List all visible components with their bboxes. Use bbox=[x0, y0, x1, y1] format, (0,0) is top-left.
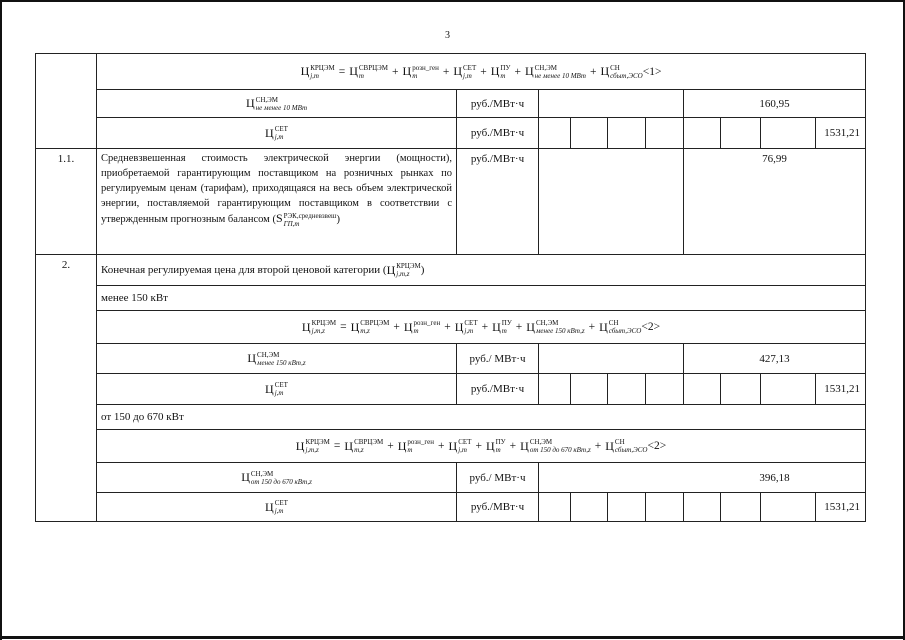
page-frame-left bbox=[0, 0, 2, 640]
symbol-sn-em: Ц СН,ЭМ не менее 10 МВт bbox=[245, 95, 307, 112]
formula-note: <2> bbox=[641, 321, 661, 333]
unit-cell: руб./ МВт·ч bbox=[469, 471, 526, 484]
section-heading-text: Конечная регулируемая цена для второй ценовой категории bbox=[101, 264, 381, 276]
grid-line bbox=[570, 117, 571, 148]
grid-line bbox=[683, 373, 684, 404]
page-frame-bottom bbox=[0, 636, 905, 639]
row-description: Средневзвешенная стоимость электрической энергии (мощности), приобретаемой гарантирующим поставщиком на розничных рынках по регулируемым ценам (тарифам), приходящаяся на весь объем электрической энергии, поставляемой гарантирующим поставщиком в соответствии с утвержденным прогнозным балансом (S РЭК,средневзвеш ГП,m ) bbox=[101, 153, 452, 228]
symbol-set: Ц СЕТ j,m bbox=[265, 125, 288, 141]
symbol-set: Ц СЕТ j,m bbox=[265, 499, 288, 515]
symbol-set: Ц СЕТ j,m bbox=[265, 381, 288, 397]
value-cell: 160,95 bbox=[759, 97, 790, 110]
value-cell: 1531,21 bbox=[824, 501, 860, 513]
grid-line bbox=[760, 117, 761, 148]
band-label: менее 150 кВт bbox=[101, 292, 168, 304]
value-cell: 76,99 bbox=[762, 153, 787, 165]
formula-krcem-3: Ц КРЦЭМ j,m,z = Ц СВРЦЭМ m,z + Ц розн_ген m + Ц СЕТ j,m + Ц ПУ m + Ц СН,ЭМ от 150 до 670 кВт,z + Ц СН сбыт,ЭСО <2> bbox=[295, 438, 667, 454]
grid-line bbox=[607, 373, 608, 404]
unit-cell: руб./МВт·ч bbox=[470, 97, 525, 110]
page-number: 3 bbox=[445, 30, 450, 41]
grid-line bbox=[865, 53, 866, 521]
row-number: 1.1. bbox=[57, 153, 75, 165]
value-cell: 1531,21 bbox=[824, 127, 860, 139]
section-heading: Конечная регулируемая цена для второй ценовой категории ( Ц КРЦЭМ j,m,z ) bbox=[101, 262, 425, 278]
grid-line bbox=[683, 117, 684, 148]
unit-cell: руб./ МВт·ч bbox=[469, 352, 526, 365]
row-description-text: Средневзвешенная стоимость электрической энергии (мощности), приобретаемой гарантирующим поставщиком на розничных рынках по регулируемым ценам (тарифам), приходящаяся на весь объем электрической энергии, поставляемой гарантирующим поставщиком в соответствии с утвержденным прогнозным балансом bbox=[101, 153, 452, 225]
grid-line bbox=[720, 373, 721, 404]
grid-line bbox=[720, 117, 721, 148]
band-label: от 150 до 670 кВт bbox=[101, 411, 184, 423]
grid-line bbox=[570, 373, 571, 404]
value-cell: 1531,21 bbox=[824, 383, 860, 395]
grid-line bbox=[538, 343, 539, 404]
row-number: 2. bbox=[61, 259, 71, 271]
grid-line bbox=[538, 462, 539, 521]
grid-line bbox=[645, 373, 646, 404]
formula-krcem-2: Ц КРЦЭМ j,m,z = Ц СВРЦЭМ m,z + Ц розн_ген m + Ц СЕТ j,m + Ц ПУ m + Ц СН,ЭМ менее 150 кВт,z + Ц СН сбыт,ЭСО <2> bbox=[301, 319, 661, 335]
grid-line bbox=[607, 492, 608, 521]
unit-cell: руб./МВт·ч bbox=[470, 127, 525, 139]
grid-line bbox=[760, 373, 761, 404]
unit-cell: руб./МВт·ч bbox=[470, 501, 525, 513]
value-cell: 427,13 bbox=[759, 352, 790, 365]
value-cell: 396,18 bbox=[759, 471, 790, 484]
grid-line bbox=[645, 117, 646, 148]
formula-krcem-1: Ц КРЦЭМ j,m = Ц СВРЦЭМ m + Ц розн_ген m + Ц СЕТ j,m + Ц ПУ m + Ц СН,ЭМ не менее 10 МВт + Ц СН сбыт,ЭСО <1> bbox=[300, 63, 662, 80]
formula-note: <1> bbox=[642, 65, 662, 78]
grid-line bbox=[760, 492, 761, 521]
symbol-sn-em: Ц СН,ЭМ менее 150 кВт,z bbox=[247, 350, 306, 367]
grid-line bbox=[570, 492, 571, 521]
grid-line bbox=[538, 89, 539, 254]
grid-line bbox=[607, 117, 608, 148]
symbol-sn-em: Ц СН,ЭМ от 150 до 670 кВт,z bbox=[241, 469, 312, 486]
page-frame-top bbox=[0, 0, 905, 2]
grid-line bbox=[683, 492, 684, 521]
unit-cell: руб./МВт·ч bbox=[470, 383, 525, 395]
grid-line bbox=[720, 492, 721, 521]
grid-line bbox=[645, 492, 646, 521]
grid-line bbox=[35, 521, 866, 522]
formula-note: <2> bbox=[647, 440, 667, 452]
unit-cell: руб./МВт·ч bbox=[470, 153, 525, 165]
